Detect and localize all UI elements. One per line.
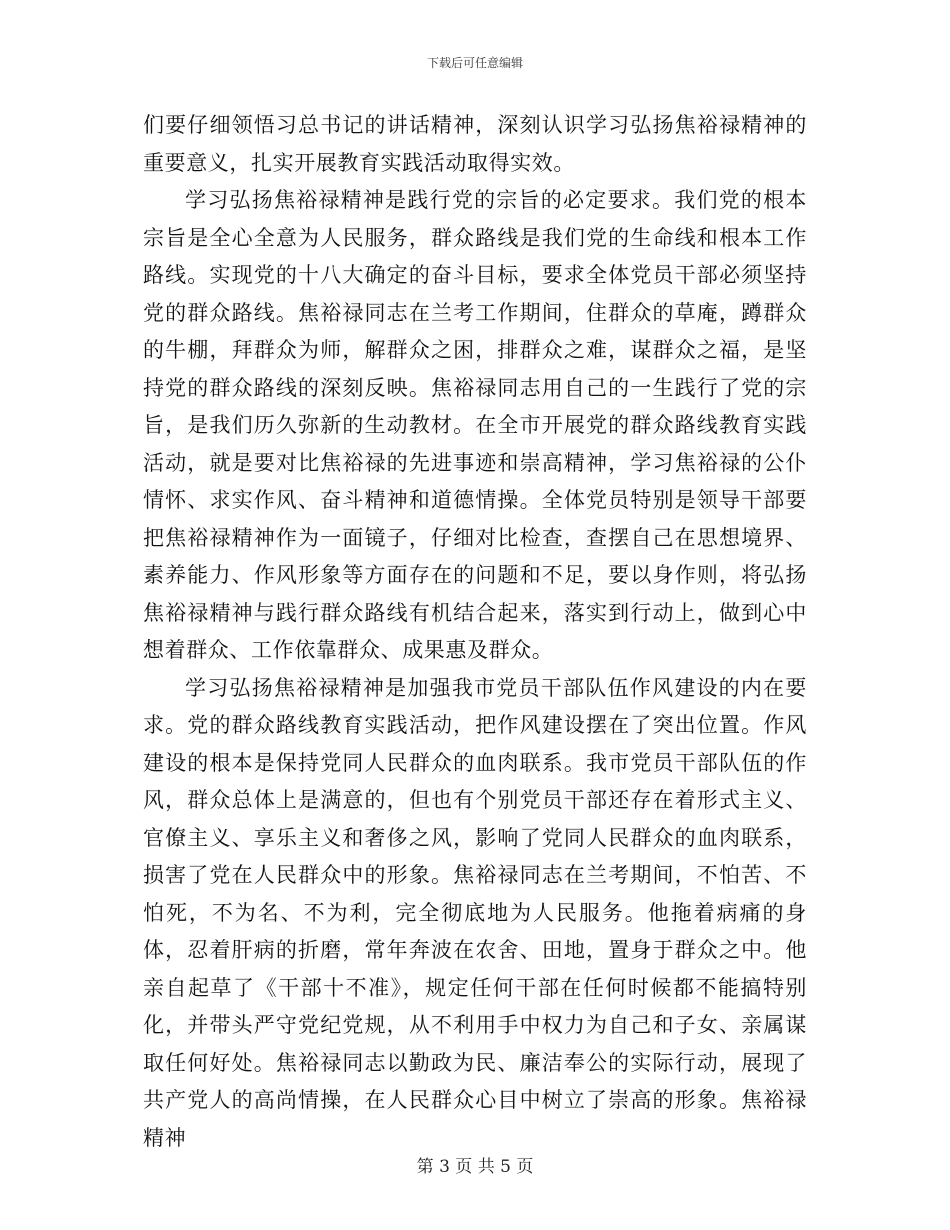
page-footer: 第 3 页 共 5 页 [416, 1157, 534, 1177]
paragraph-3: 学习弘扬焦裕禄精神是加强我市党员干部队伍作风建设的内在要求。党的群众路线教育实践活动，把作风建设摆在了突出位置。作风建设的根本是保持党同人民群众的血肉联系。我市党员干部队伍的作风，群众总体上是满意的，但也有个别党员干部还存在着形式主义、官僚主义、享乐主义和奢侈之风，影响了党同人民群众的血肉联系，损害了党在人民群众中的形象。焦裕禄同志在兰考期间，不怕苦、不怕死，不为名、不为利，完全彻底地为人民服务。他拖着病痛的身体，忍着肝病的折磨，常年奔波在农舍、田地，置身于群众之中。他亲自起草了《干部十不准》，规定任何干部在任何时候都不能搞特别化，并带头严守党纪党规，从不利用手中权力为自己和子女、亲属谋取任何好处。焦裕禄同志以勤政为民、廉洁奉公的实际行动，展现了共产党人的高尚情操，在人民群众心目中树立了崇高的形象。焦裕禄精神 [143, 675, 807, 1150]
paragraph-1: 们要仔细领悟习总书记的讲话精神，深刻认识学习弘扬焦裕禄精神的重要意义，扎实开展教育实践活动取得实效。 [143, 113, 807, 175]
paragraph-2: 学习弘扬焦裕禄精神是践行党的宗旨的必定要求。我们党的根本宗旨是全心全意为人民服务，群众路线是我们党的生命线和根本工作路线。实现党的十八大确定的奋斗目标，要求全体党员干部必须坚持党的群众路线。焦裕禄同志在兰考工作期间，住群众的草庵，蹲群众的牛棚，拜群众为师，解群众之困，排群众之难，谋群众之福，是坚持党的群众路线的深刻反映。焦裕禄同志用自己的一生践行了党的宗旨，是我们历久弥新的生动教材。在全市开展党的群众路线教育实践活动，就是要对比焦裕禄的先进事迹和崇高精神，学习焦裕禄的公仆情怀、求实作风、奋斗精神和道德情操。全体党员特别是领导干部要把焦裕禄精神作为一面镜子，仔细对比检查，查摆自己在思想境界、素养能力、作风形象等方面存在的问题和不足，要以身作则，将弘扬焦裕禄精神与践行群众路线有机结合起来，落实到行动上，做到心中想着群众、工作依靠群众、成果惠及群众。 [143, 188, 807, 662]
document-body [143, 107, 807, 1157]
page-header: 下载后可任意编辑 [426, 56, 523, 70]
